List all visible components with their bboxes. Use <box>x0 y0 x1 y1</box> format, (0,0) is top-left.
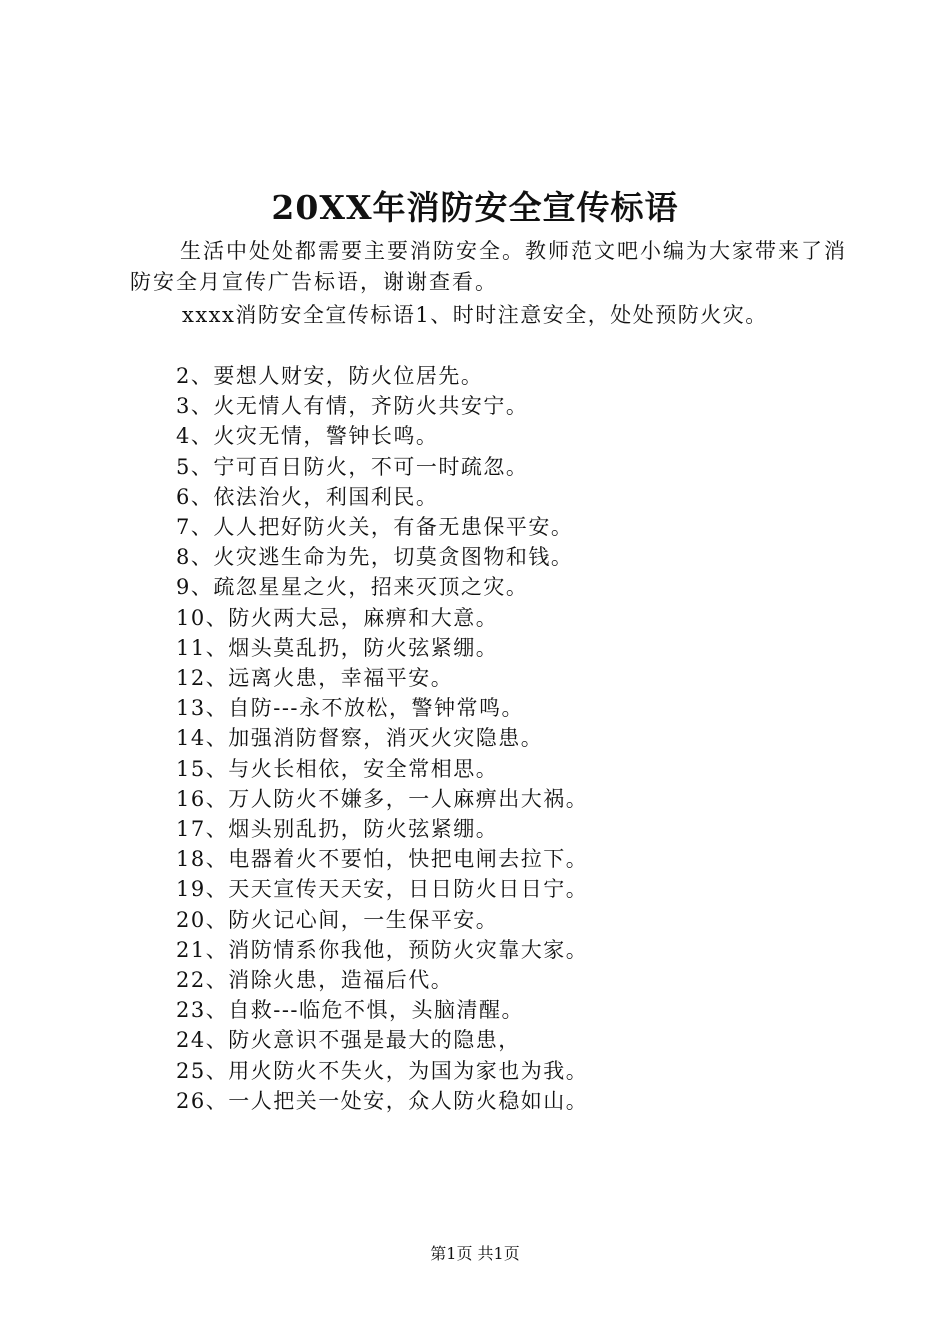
slogan-item: 5、宁可百日防火，不可一时疏忽。 <box>176 454 529 479</box>
page-footer: 第1页 共1页 <box>430 1244 520 1263</box>
slogan-item: 21、消防情系你我他，预防火灾靠大家。 <box>176 937 589 962</box>
slogan-item: 16、万人防火不嫌多，一人麻痹出大祸。 <box>176 786 589 811</box>
slogan-item: 25、用火防火不失火，为国为家也为我。 <box>176 1058 589 1083</box>
slogan-item: 26、一人把关一处安，众人防火稳如山。 <box>176 1088 589 1113</box>
slogan-item: 7、人人把好防火关，有备无患保平安。 <box>176 515 574 540</box>
slogan-item: 19、天天宣传天天安，日日防火日日宁。 <box>176 877 589 902</box>
slogan-item: 2、要想人财安，防火位居先。 <box>176 364 484 388</box>
slogan-item: 3、火无情人有情，齐防火共安宁。 <box>176 394 529 419</box>
slogan-item: 12、远离火患，幸福平安。 <box>176 666 454 691</box>
slogan-item: 15、与火长相依，安全常相思。 <box>176 756 499 781</box>
slogan-item: 9、疏忽星星之火，招来灭顶之灾。 <box>176 575 529 600</box>
document-title: 20XX年消防安全宣传标语 <box>271 188 679 227</box>
slogan-item: 13、自防---永不放松，警钟常鸣。 <box>176 696 525 721</box>
slogan-item: 23、自救---临危不惧，头脑清醒。 <box>176 998 525 1023</box>
slogan-item: 24、防火意识不强是最大的隐患， <box>176 1028 521 1053</box>
slogan-item: 22、消除火患，造福后代。 <box>176 968 454 993</box>
slogan-item: 8、火灾逃生命为先，切莫贪图物和钱。 <box>176 545 574 570</box>
slogan-list <box>176 361 588 1116</box>
slogan-item: 4、火灾无情，警钟长鸣。 <box>176 424 439 449</box>
slogan-item: 20、防火记心间，一生保平安。 <box>176 907 499 932</box>
slogan-item: 18、电器着火不要怕，快把电闸去拉下。 <box>176 847 589 872</box>
slogan-item: 17、烟头别乱扔，防火弦紧绷。 <box>176 817 499 842</box>
slogan-item: 10、防火两大忌，麻痹和大意。 <box>176 605 499 630</box>
slogan-item: 11、烟头莫乱扔，防火弦紧绷。 <box>176 635 499 660</box>
slogan-item: 14、加强消防督察，消灭火灾隐患。 <box>176 726 544 751</box>
subtitle-line: xxxx消防安全宣传标语1、时时注意安全，处处预防火灾。 <box>182 303 768 327</box>
intro-paragraph: 生活中处处都需要主要消防安全。教师范文吧小编为大家带来了消防安全月宣传广告标语，谢谢查看。 <box>130 239 847 294</box>
slogan-item: 6、依法治火，利国利民。 <box>176 484 439 509</box>
